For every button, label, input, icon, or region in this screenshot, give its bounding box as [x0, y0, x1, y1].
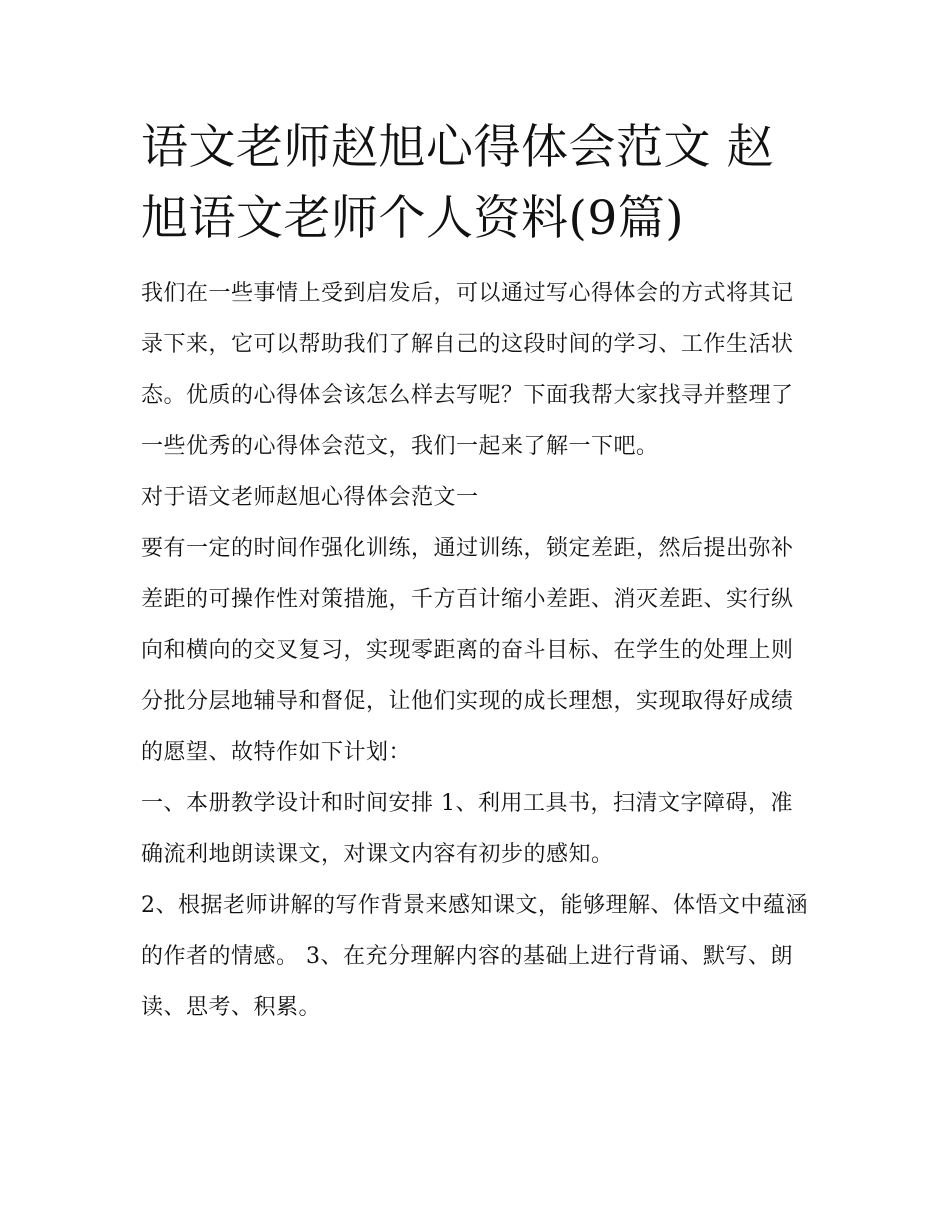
intro-paragraph: 我们在一些事情上受到启发后，可以通过写心得体会的方式将其记录下来，它可以帮助我们了解自己的这段时间的学习、工作生活状态。优质的心得体会该怎么样去写呢？下面我帮大家找寻并整理了一些优秀的心得体会范文，我们一起来了解一下吧。 [141, 281, 794, 459]
document-title: 语文老师赵旭心得体会范文 赵旭语文老师个人资料(9篇) [141, 120, 774, 246]
body-paragraph: 2、根据老师讲解的写作背景来感知课文，能够理解、体悟文中蕴涵的作者的情感。 3、在充分理解内容的基础上进行背诵、默写、朗读、思考、积累。 [141, 893, 808, 1020]
section-heading: 对于语文老师赵旭心得体会范文一 [141, 485, 479, 510]
document-content [141, 112, 813, 1033]
document-body [141, 268, 813, 1033]
body-paragraph: 一、本册教学设计和时间安排 1、利用工具书，扫清文字障碍，准确流利地朗读课文，对课文内容有初步的感知。 [141, 791, 793, 867]
body-paragraph: 要有一定的时间作强化训练，通过训练，锁定差距，然后提出弥补差距的可操作性对策措施，千方百计缩小差距、消灭差距、实行纵向和横向的交叉复习，实现零距离的奋斗目标、在学生的处理上则分批分层地辅导和督促，让他们实现的成长理想，实现取得好成绩的愿望、故特作如下计划： [141, 536, 794, 765]
